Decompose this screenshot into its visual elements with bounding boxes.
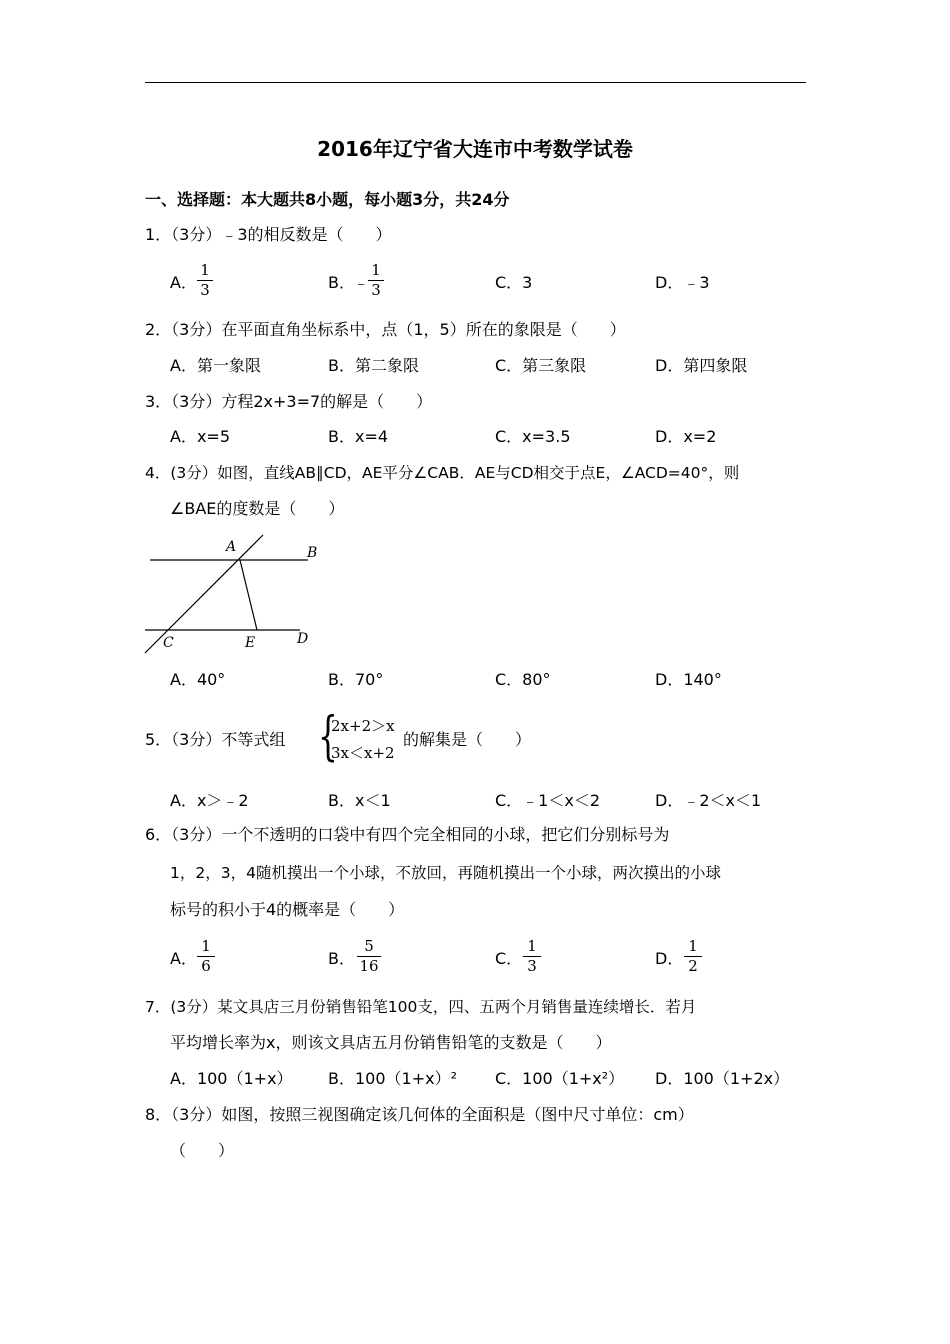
question-4-stem-line1: 4．(3分）如图，直线AB∥CD，AE平分∠CAB．AE与CD相交于点E，∠ACD=40°，则 (145, 464, 740, 482)
fraction-numerator: 1 (371, 261, 381, 279)
label-d: D (297, 631, 309, 647)
label-c: C (163, 635, 174, 651)
q1-option-b-sign: ﹣ (353, 273, 370, 292)
q3-option-a: A．x=5 (170, 427, 231, 446)
q6-option-b-fraction (357, 938, 381, 975)
question-6-line1: 6．（3分）一个不透明的口袋中有四个完全相同的小球，把它们分别标号为 (145, 825, 670, 844)
q1-option-a-fraction (197, 262, 213, 299)
question-5-suffix: 的解集是（ ） (403, 730, 532, 749)
fraction-numerator: 5 (364, 937, 374, 955)
fraction-numerator: 1 (200, 261, 210, 279)
question-4-stem-line2: ∠BAE的度数是（ ） (170, 499, 345, 518)
q4-option-b: B．70° (328, 670, 384, 689)
fraction-numerator: 1 (527, 937, 537, 955)
q5-option-c: C．﹣1＜x＜2 (495, 791, 601, 810)
q7-option-b: B．100（1+x）² (328, 1069, 457, 1088)
q5-option-a: A．x＞﹣2 (170, 791, 249, 810)
question-5-prefix: 5．（3分）不等式组 (145, 730, 286, 749)
q2-option-c: C．第三象限 (495, 356, 587, 375)
q1-option-a-label: A． (170, 273, 197, 292)
question-7-line2: 平均增长率为x，则该文具店五月份销售铅笔的支数是（ ） (170, 1033, 612, 1052)
question-7-line1: 7．(3分）某文具店三月份销售铅笔100支，四、五两个月销售量连续增长．若月 (145, 998, 697, 1016)
header-rule (145, 82, 806, 83)
q2-option-a: A．第一象限 (170, 356, 261, 375)
q5-option-d: D．﹣2＜x＜1 (655, 791, 762, 810)
q3-option-c: C．x=3.5 (495, 427, 571, 446)
q6-option-c-label: C． (495, 949, 523, 968)
inequality-1: 2x+2＞x (331, 717, 395, 735)
question-3-stem: 3．（3分）方程2x+3=7的解是（ ） (145, 392, 433, 411)
label-a: A (226, 539, 237, 555)
parallel-lines-figure (140, 530, 330, 660)
inequality-2: 3x＜x+2 (331, 744, 395, 762)
q2-option-b: B．第二象限 (328, 356, 419, 375)
label-e: E (245, 635, 256, 651)
fraction-denominator: 6 (201, 957, 211, 975)
q6-option-a-label: A． (170, 949, 197, 968)
fraction-denominator: 3 (200, 281, 210, 299)
fraction-numerator: 1 (201, 937, 211, 955)
question-8-line1: 8．（3分）如图，按照三视图确定该几何体的全面积是（图中尺寸单位：cm） (145, 1105, 694, 1124)
q2-option-d: D．第四象限 (655, 356, 748, 375)
q5-option-b: B．x＜1 (328, 791, 391, 810)
section-heading: 一、选择题：本大题共8小题，每小题3分，共24分 (145, 190, 510, 209)
page-title: 2016年辽宁省大连市中考数学试卷 (317, 137, 633, 161)
q4-option-d: D．140° (655, 670, 722, 689)
q6-option-b-label: B． (328, 949, 355, 968)
question-2-stem: 2．（3分）在平面直角坐标系中，点（1，5）所在的象限是（ ） (145, 320, 626, 339)
segment-ae (240, 560, 257, 630)
q3-option-b: B．x=4 (328, 427, 389, 446)
question-6-line2: 1，2，3，4随机摸出一个小球，不放回，再随机摸出一个小球，两次摸出的小球 (170, 864, 721, 882)
q7-option-c: C．100（1+x²） (495, 1069, 625, 1088)
fraction-denominator: 2 (688, 957, 698, 975)
q6-option-d-fraction (684, 938, 702, 975)
fraction-denominator: 16 (359, 957, 379, 975)
fraction-denominator: 3 (371, 281, 381, 299)
q1-option-c: C．3 (495, 273, 533, 292)
question-6-line3: 标号的积小于4的概率是（ ） (170, 900, 405, 919)
q6-option-a-fraction (197, 938, 215, 975)
q6-option-d-label: D． (655, 949, 684, 968)
q7-option-d: D．100（1+2x） (655, 1069, 790, 1088)
brace-icon: { (318, 707, 338, 767)
question-1-stem: 1．（3分）﹣3的相反数是（ ） (145, 225, 392, 244)
question-8-line2: （ ） (170, 1141, 235, 1160)
q1-option-b-label: B． (328, 273, 355, 292)
q3-option-d: D．x=2 (655, 427, 717, 446)
q4-option-c: C．80° (495, 670, 551, 689)
q4-option-a: A．40° (170, 670, 226, 689)
label-b: B (307, 545, 318, 561)
q1-option-d: D．﹣3 (655, 273, 710, 292)
q7-option-a: A．100（1+x） (170, 1069, 293, 1088)
fraction-numerator: 1 (688, 937, 698, 955)
fraction-denominator: 3 (527, 957, 537, 975)
q6-option-c-fraction (523, 938, 541, 975)
q1-option-b-fraction (368, 262, 384, 299)
